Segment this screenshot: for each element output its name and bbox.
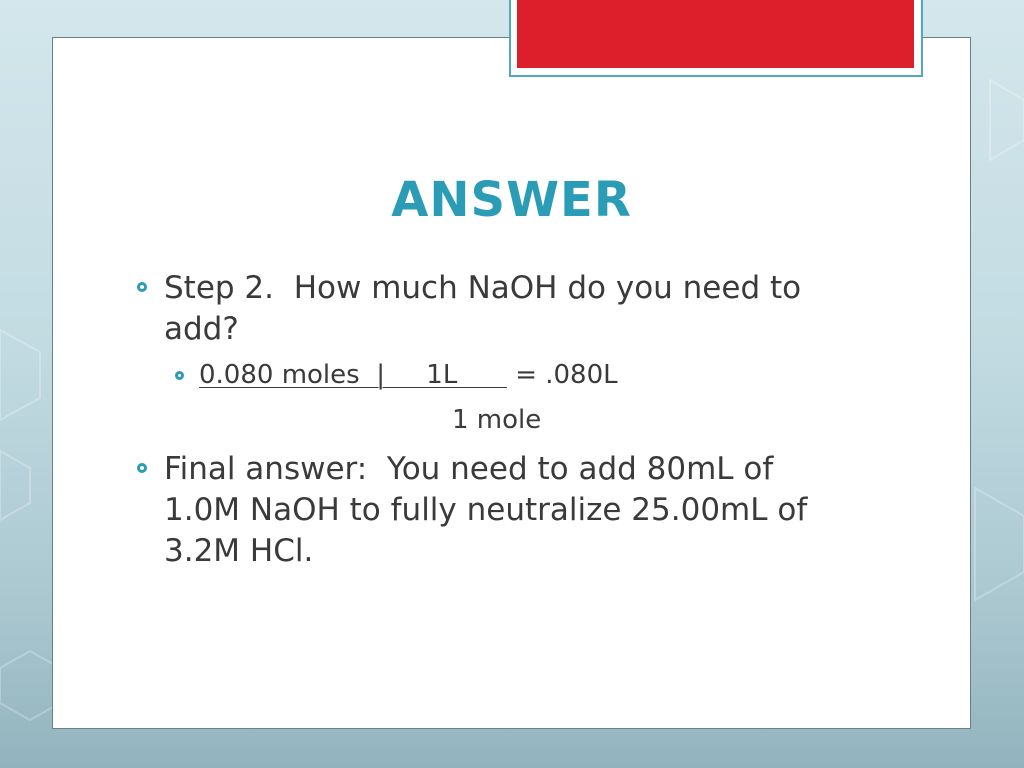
bullet-1-line-2: add?	[164, 311, 239, 347]
bullet-2-line-1: Final answer: You need to add 80mL of	[164, 451, 774, 487]
bullet-icon	[137, 282, 147, 292]
conversion-result: = .080L	[506, 360, 618, 390]
slide-title: ANSWER	[391, 172, 632, 228]
sub-bullet-line	[199, 358, 618, 392]
bullet-1-line-1: Step 2. How much NaOH do you need to	[164, 270, 802, 306]
sub-bullet-icon	[175, 371, 184, 380]
conversion-numerator: 0.080 moles | 1L	[199, 360, 507, 390]
bullet-2-line-3: 3.2M HCl.	[164, 533, 314, 569]
conversion-denominator: 1 mole	[452, 405, 542, 435]
bullet-2-line-2: 1.0M NaOH to fully neutralize 25.00mL of	[164, 492, 808, 528]
bullet-icon	[137, 463, 147, 473]
